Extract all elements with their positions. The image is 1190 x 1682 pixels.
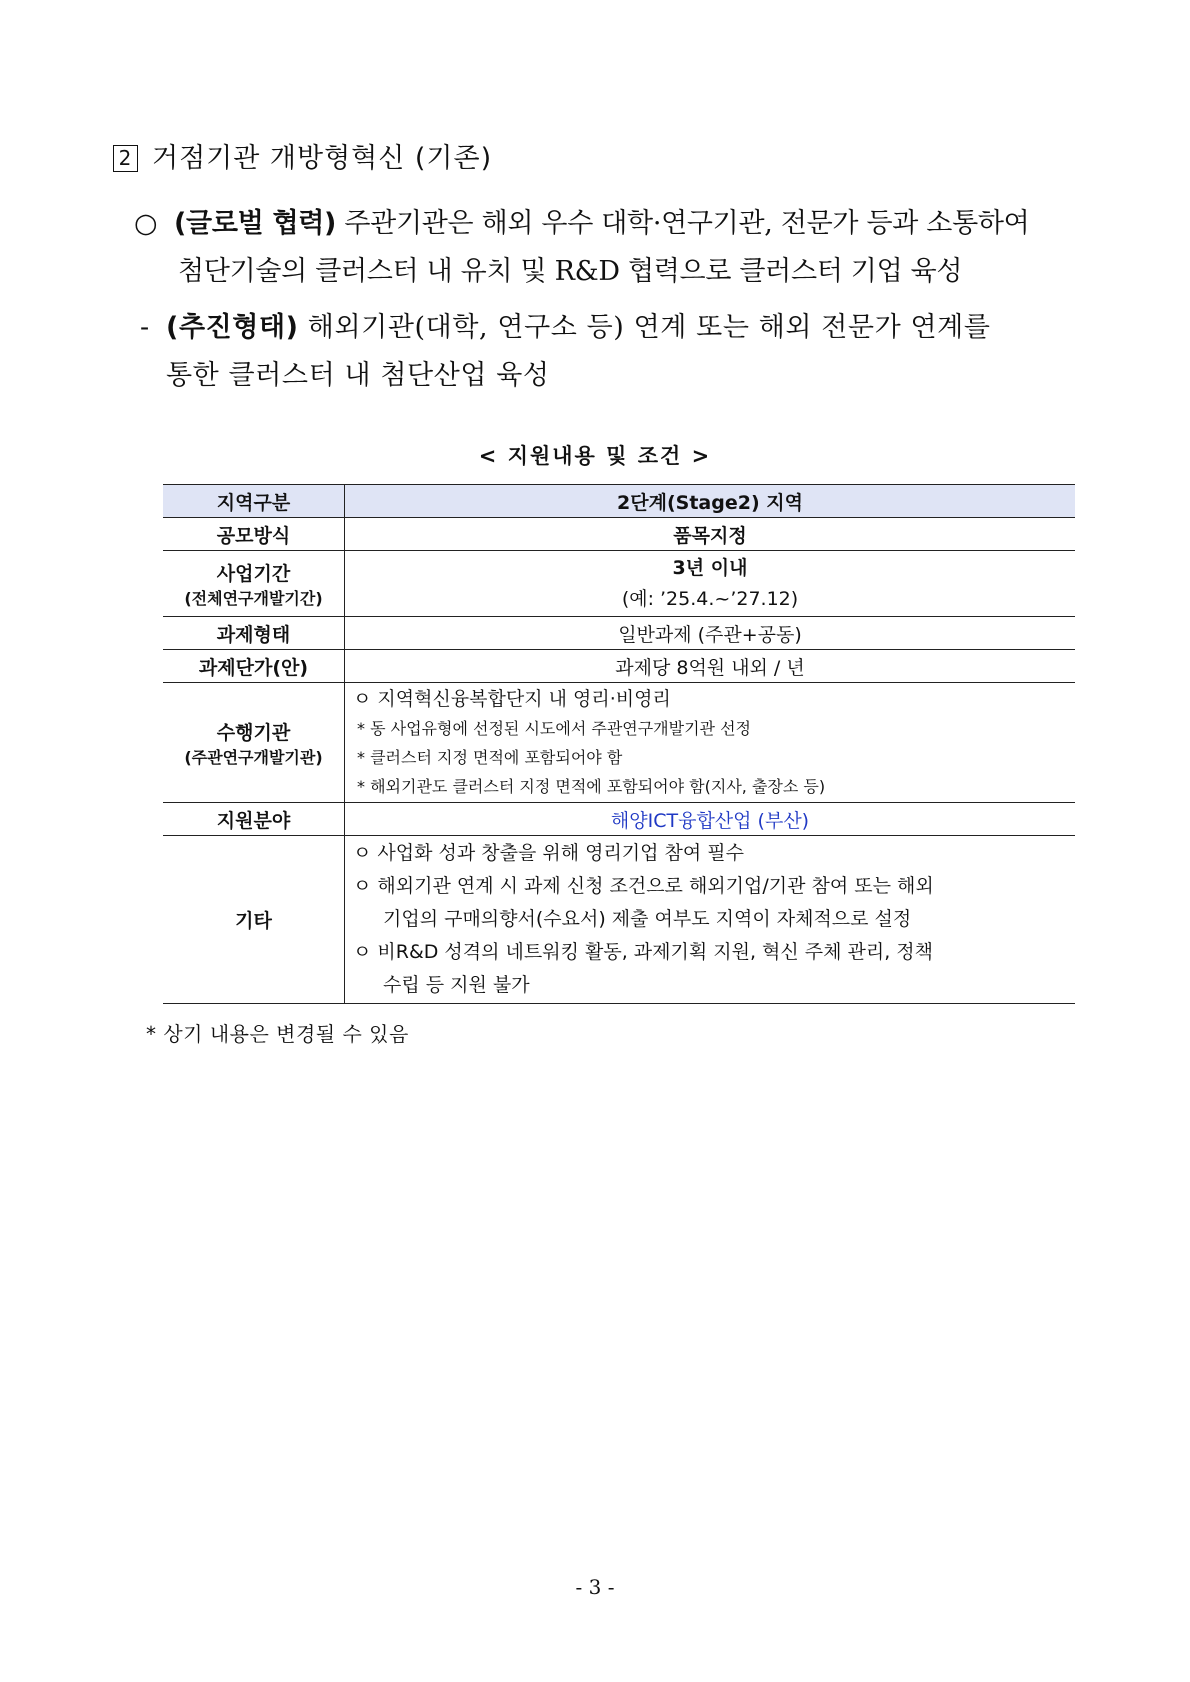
section-heading [113, 136, 492, 175]
executor-note: * 동 사업유형에 선정된 시도에서 주관연구개발기관 선정 [357, 718, 752, 738]
row-label-etc: 기타 [163, 836, 345, 1004]
table-row-executor [163, 683, 1075, 803]
table-row-type [163, 617, 1075, 650]
table-row-region [163, 485, 1075, 518]
etc-line: 수립 등 지원 불가 [383, 974, 530, 996]
row-label-method: 공모방식 [163, 518, 345, 551]
row-label-field: 지원분야 [163, 803, 345, 836]
etc-line: ㅇ 사업화 성과 창출을 위해 영리기업 참여 필수 [353, 842, 745, 864]
row-value-etc [345, 836, 1076, 1004]
paragraph-global-cooperation [134, 200, 1029, 296]
circle-bullet: ○ [134, 208, 158, 239]
period-label: 사업기간 [216, 562, 291, 585]
executor-bullet: ㅇ 지역혁신융복합단지 내 영리·비영리 [353, 687, 671, 710]
row-label-type: 과제형태 [163, 617, 345, 650]
page-number: - 3 - [575, 1575, 615, 1599]
paragraph2-label: (추진형태) [166, 312, 299, 343]
row-value-period [345, 551, 1076, 617]
footnote: * 상기 내용은 변경될 수 있음 [146, 1022, 409, 1046]
executor-label: 수행기관 [216, 721, 291, 744]
row-label-unit-cost: 과제단가(안) [163, 650, 345, 683]
row-value-type: 일반과제 (주관+공동) [345, 617, 1076, 650]
row-value-executor [345, 683, 1076, 803]
paragraph1-label: (글로벌 협력) [174, 208, 337, 239]
support-conditions-table [163, 484, 1075, 1004]
dash-bullet: - [140, 312, 150, 343]
table-row-period [163, 551, 1075, 617]
paragraph-promotion-type [140, 304, 991, 400]
executor-note: * 해외기관도 클러스터 지정 면적에 포함되어야 함(지사, 출장소 등) [357, 776, 826, 796]
table-row-etc [163, 836, 1075, 1004]
paragraph2-line2: 통한 클러스터 내 첨단산업 육성 [166, 360, 550, 391]
etc-line: 기업의 구매의향서(수요서) 제출 여부도 지역이 자체적으로 설정 [383, 908, 912, 930]
executor-note: * 클러스터 지정 면적에 포함되어야 함 [357, 747, 623, 767]
row-value-method: 품목지정 [345, 518, 1076, 551]
section-title: 거점기관 개방형혁신 (기존) [152, 143, 493, 174]
etc-line: ㅇ 비R&D 성격의 네트워킹 활동, 과제기획 지원, 혁신 주체 관리, 정책 [353, 941, 934, 963]
period-value: 3년 이내 [672, 556, 748, 579]
row-label-region: 지역구분 [163, 485, 345, 518]
table-row-unit-cost [163, 650, 1075, 683]
etc-line: ㅇ 해외기관 연계 시 과제 신청 조건으로 해외기업/기관 참여 또는 해외 [353, 875, 934, 897]
row-label-executor [163, 683, 345, 803]
paragraph1-line1: 주관기관은 해외 우수 대학·연구기관, 전문가 등과 소통하여 [344, 208, 1030, 239]
table-row-method [163, 518, 1075, 551]
paragraph1-line2: 첨단기술의 클러스터 내 유치 및 R&D 협력으로 클러스터 기업 육성 [178, 256, 963, 287]
period-sublabel: (전체연구개발기간) [184, 588, 323, 608]
row-value-field: 해양ICT융합산업 (부산) [345, 803, 1076, 836]
row-value-unit-cost: 과제당 8억원 내외 / 년 [345, 650, 1076, 683]
table-title: < 지원내용 및 조건 > [478, 444, 712, 468]
row-label-period [163, 551, 345, 617]
paragraph2-line1: 해외기관(대학, 연구소 등) 연계 또는 해외 전문가 연계를 [307, 312, 991, 343]
period-example: (예: ’25.4.~’27.12) [621, 587, 799, 610]
executor-sublabel: (주관연구개발기관) [184, 747, 323, 767]
section-number-box: 2 [113, 145, 138, 172]
row-value-region: 2단계(Stage2) 지역 [345, 485, 1076, 518]
table-row-field [163, 803, 1075, 836]
